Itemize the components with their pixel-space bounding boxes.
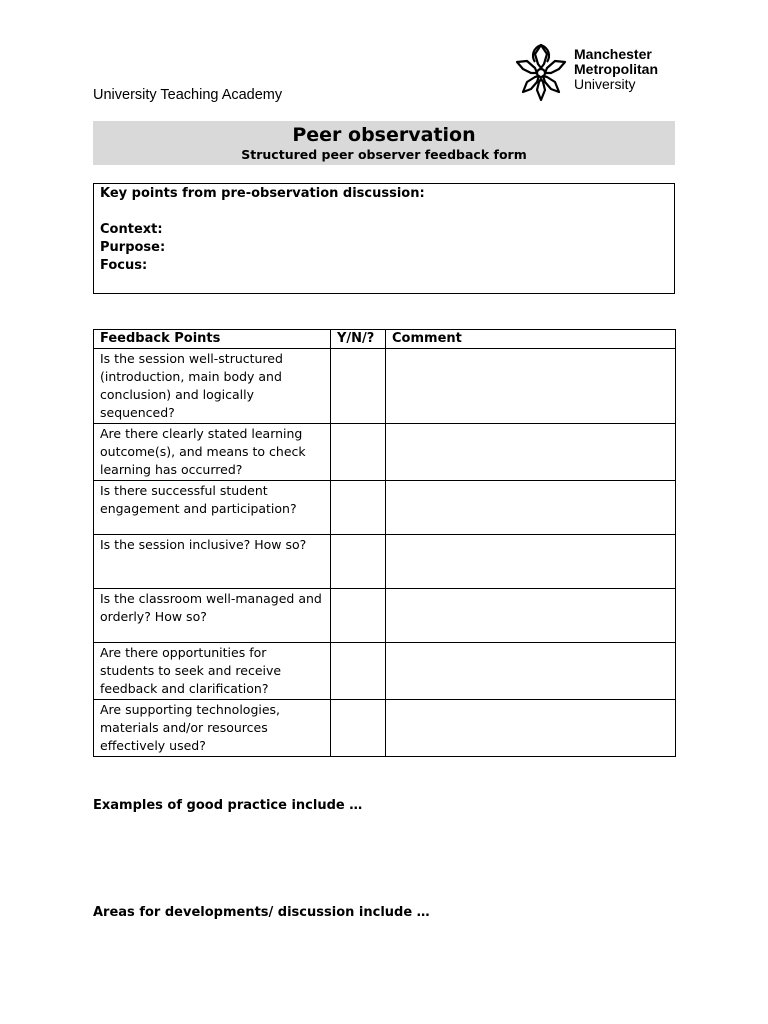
flower-emblem-icon xyxy=(513,42,569,102)
developments-heading: Areas for developments/ discussion include … xyxy=(93,905,430,920)
logo-line-university: University xyxy=(574,76,636,92)
feedback-point-cell: Is the session inclusive? How so? xyxy=(94,535,331,589)
yn-cell[interactable] xyxy=(331,700,386,757)
yn-cell[interactable] xyxy=(331,643,386,700)
table-row xyxy=(94,700,676,757)
purpose-label: Purpose: xyxy=(100,240,166,255)
key-points-heading: Key points from pre-observation discussion: xyxy=(100,186,425,201)
yn-cell[interactable] xyxy=(331,481,386,535)
logo-line-manchester: Manchester xyxy=(574,46,652,62)
good-practice-heading: Examples of good practice include … xyxy=(93,798,363,813)
unit-name: University Teaching Academy xyxy=(93,87,283,103)
comment-cell[interactable] xyxy=(386,424,676,481)
comment-cell[interactable] xyxy=(386,349,676,424)
yn-cell[interactable] xyxy=(331,589,386,643)
comment-cell[interactable] xyxy=(386,700,676,757)
table-row xyxy=(94,424,676,481)
yn-cell[interactable] xyxy=(331,424,386,481)
key-points-box[interactable] xyxy=(93,183,675,294)
title-band xyxy=(93,121,675,165)
table-row xyxy=(94,643,676,700)
yn-cell[interactable] xyxy=(331,535,386,589)
table-row xyxy=(94,349,676,424)
feedback-point-cell: Is the session well-structured (introduction, main body and conclusion) and logically sequenced? xyxy=(94,349,331,424)
university-logo xyxy=(513,42,683,104)
comment-cell[interactable] xyxy=(386,589,676,643)
comment-cell[interactable] xyxy=(386,643,676,700)
context-label: Context: xyxy=(100,222,163,237)
feedback-table-header xyxy=(94,330,676,349)
feedback-point-cell: Are there clearly stated learning outcome(s), and means to check learning has occurred? xyxy=(94,424,331,481)
yn-cell[interactable] xyxy=(331,349,386,424)
page-title: Peer observation xyxy=(292,124,476,146)
feedback-point-cell: Are there opportunities for students to seek and receive feedback and clarification? xyxy=(94,643,331,700)
column-header-yn: Y/N/? xyxy=(331,330,386,349)
page-subtitle: Structured peer observer feedback form xyxy=(241,147,527,162)
column-header-comment: Comment xyxy=(386,330,676,349)
feedback-point-cell: Is there successful student engagement and participation? xyxy=(94,481,331,535)
table-row xyxy=(94,589,676,643)
logo-line-metropolitan: Metropolitan xyxy=(574,61,658,77)
comment-cell[interactable] xyxy=(386,535,676,589)
comment-cell[interactable] xyxy=(386,481,676,535)
focus-label: Focus: xyxy=(100,258,148,273)
feedback-point-cell: Are supporting technologies, materials and/or resources effectively used? xyxy=(94,700,331,757)
table-row xyxy=(94,535,676,589)
feedback-point-cell: Is the classroom well-managed and orderly? How so? xyxy=(94,589,331,643)
column-header-feedback-points: Feedback Points xyxy=(94,330,331,349)
feedback-table xyxy=(93,329,676,757)
table-row xyxy=(94,481,676,535)
